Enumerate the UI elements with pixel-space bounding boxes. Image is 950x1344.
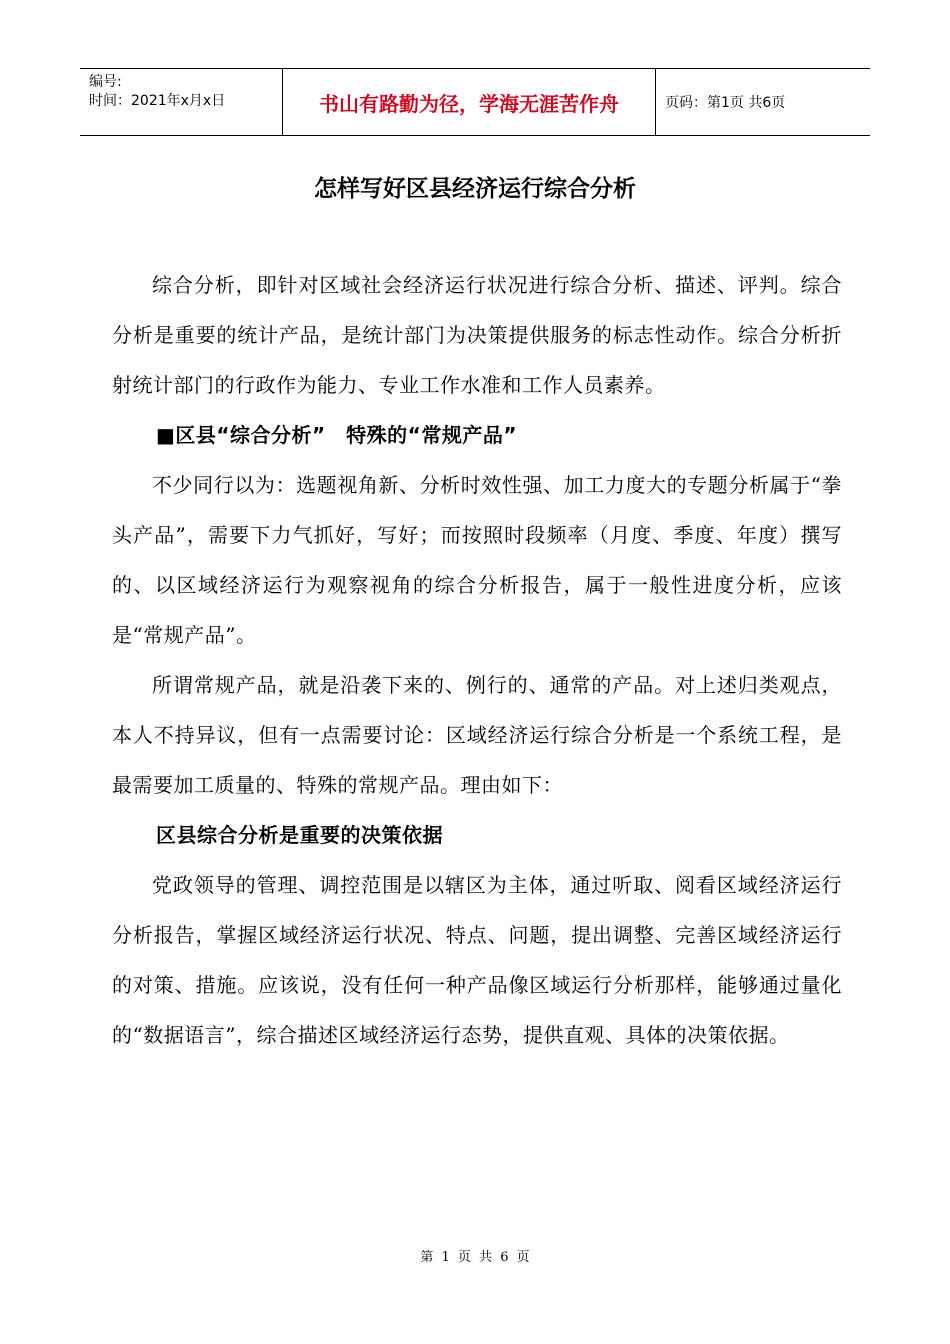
page-footer: 第 1 页 共 6 页	[420, 1250, 530, 1265]
header-meta	[80, 69, 282, 135]
paragraph-4: 党政领导的管理、调控范围是以辖区为主体，通过听取、阅看区域经济运行分析报告，掌握区域经济运行状况、特点、问题，提出调整、完善区域经济运行的对策、措施。应该说，没有任何一种产品像区域运行分析那样，能够通过量化的“数据语言”，综合描述区域经济运行态势，提供直观、具体的决策依据。	[112, 873, 842, 1047]
header-motto: 书山有路勤为径，学海无涯苦作舟	[282, 69, 656, 135]
paragraph-3: 所谓常规产品，就是沿袭下来的、例行的、通常的产品。对上述归类观点，本人不持异议，但有一点需要讨论：区域经济运行综合分析是一个系统工程，是最需要加工质量的、特殊的常规产品。理由如下：	[112, 673, 842, 797]
document-number-label: 编号:	[89, 74, 122, 90]
document-body	[112, 260, 842, 1060]
section-heading-1: ■区县“综合分析” 特殊的“常规产品”	[156, 423, 517, 447]
document-date: 时间：2021年x月x日	[89, 93, 226, 109]
page-header	[80, 68, 870, 136]
section-heading-2: 区县综合分析是重要的决策依据	[156, 823, 443, 847]
paragraph-2: 不少同行以为：选题视角新、分析时效性强、加工力度大的专题分析属于“拳头产品”，需要下力气抓好，写好；而按照时段频率（月度、季度、年度）撰写的、以区域经济运行为观察视角的综合分析报告，属于一般性进度分析，应该是“常规产品”。	[112, 473, 842, 647]
header-page-info: 页码：第1页 共6页	[665, 95, 786, 111]
document-title: 怎样写好区县经济运行综合分析	[314, 176, 636, 202]
paragraph-intro: 综合分析，即针对区域社会经济运行状况进行综合分析、描述、评判。综合分析是重要的统计产品，是统计部门为决策提供服务的标志性动作。综合分析折射统计部门的行政作为能力、专业工作水准和工作人员素养。	[112, 273, 842, 397]
